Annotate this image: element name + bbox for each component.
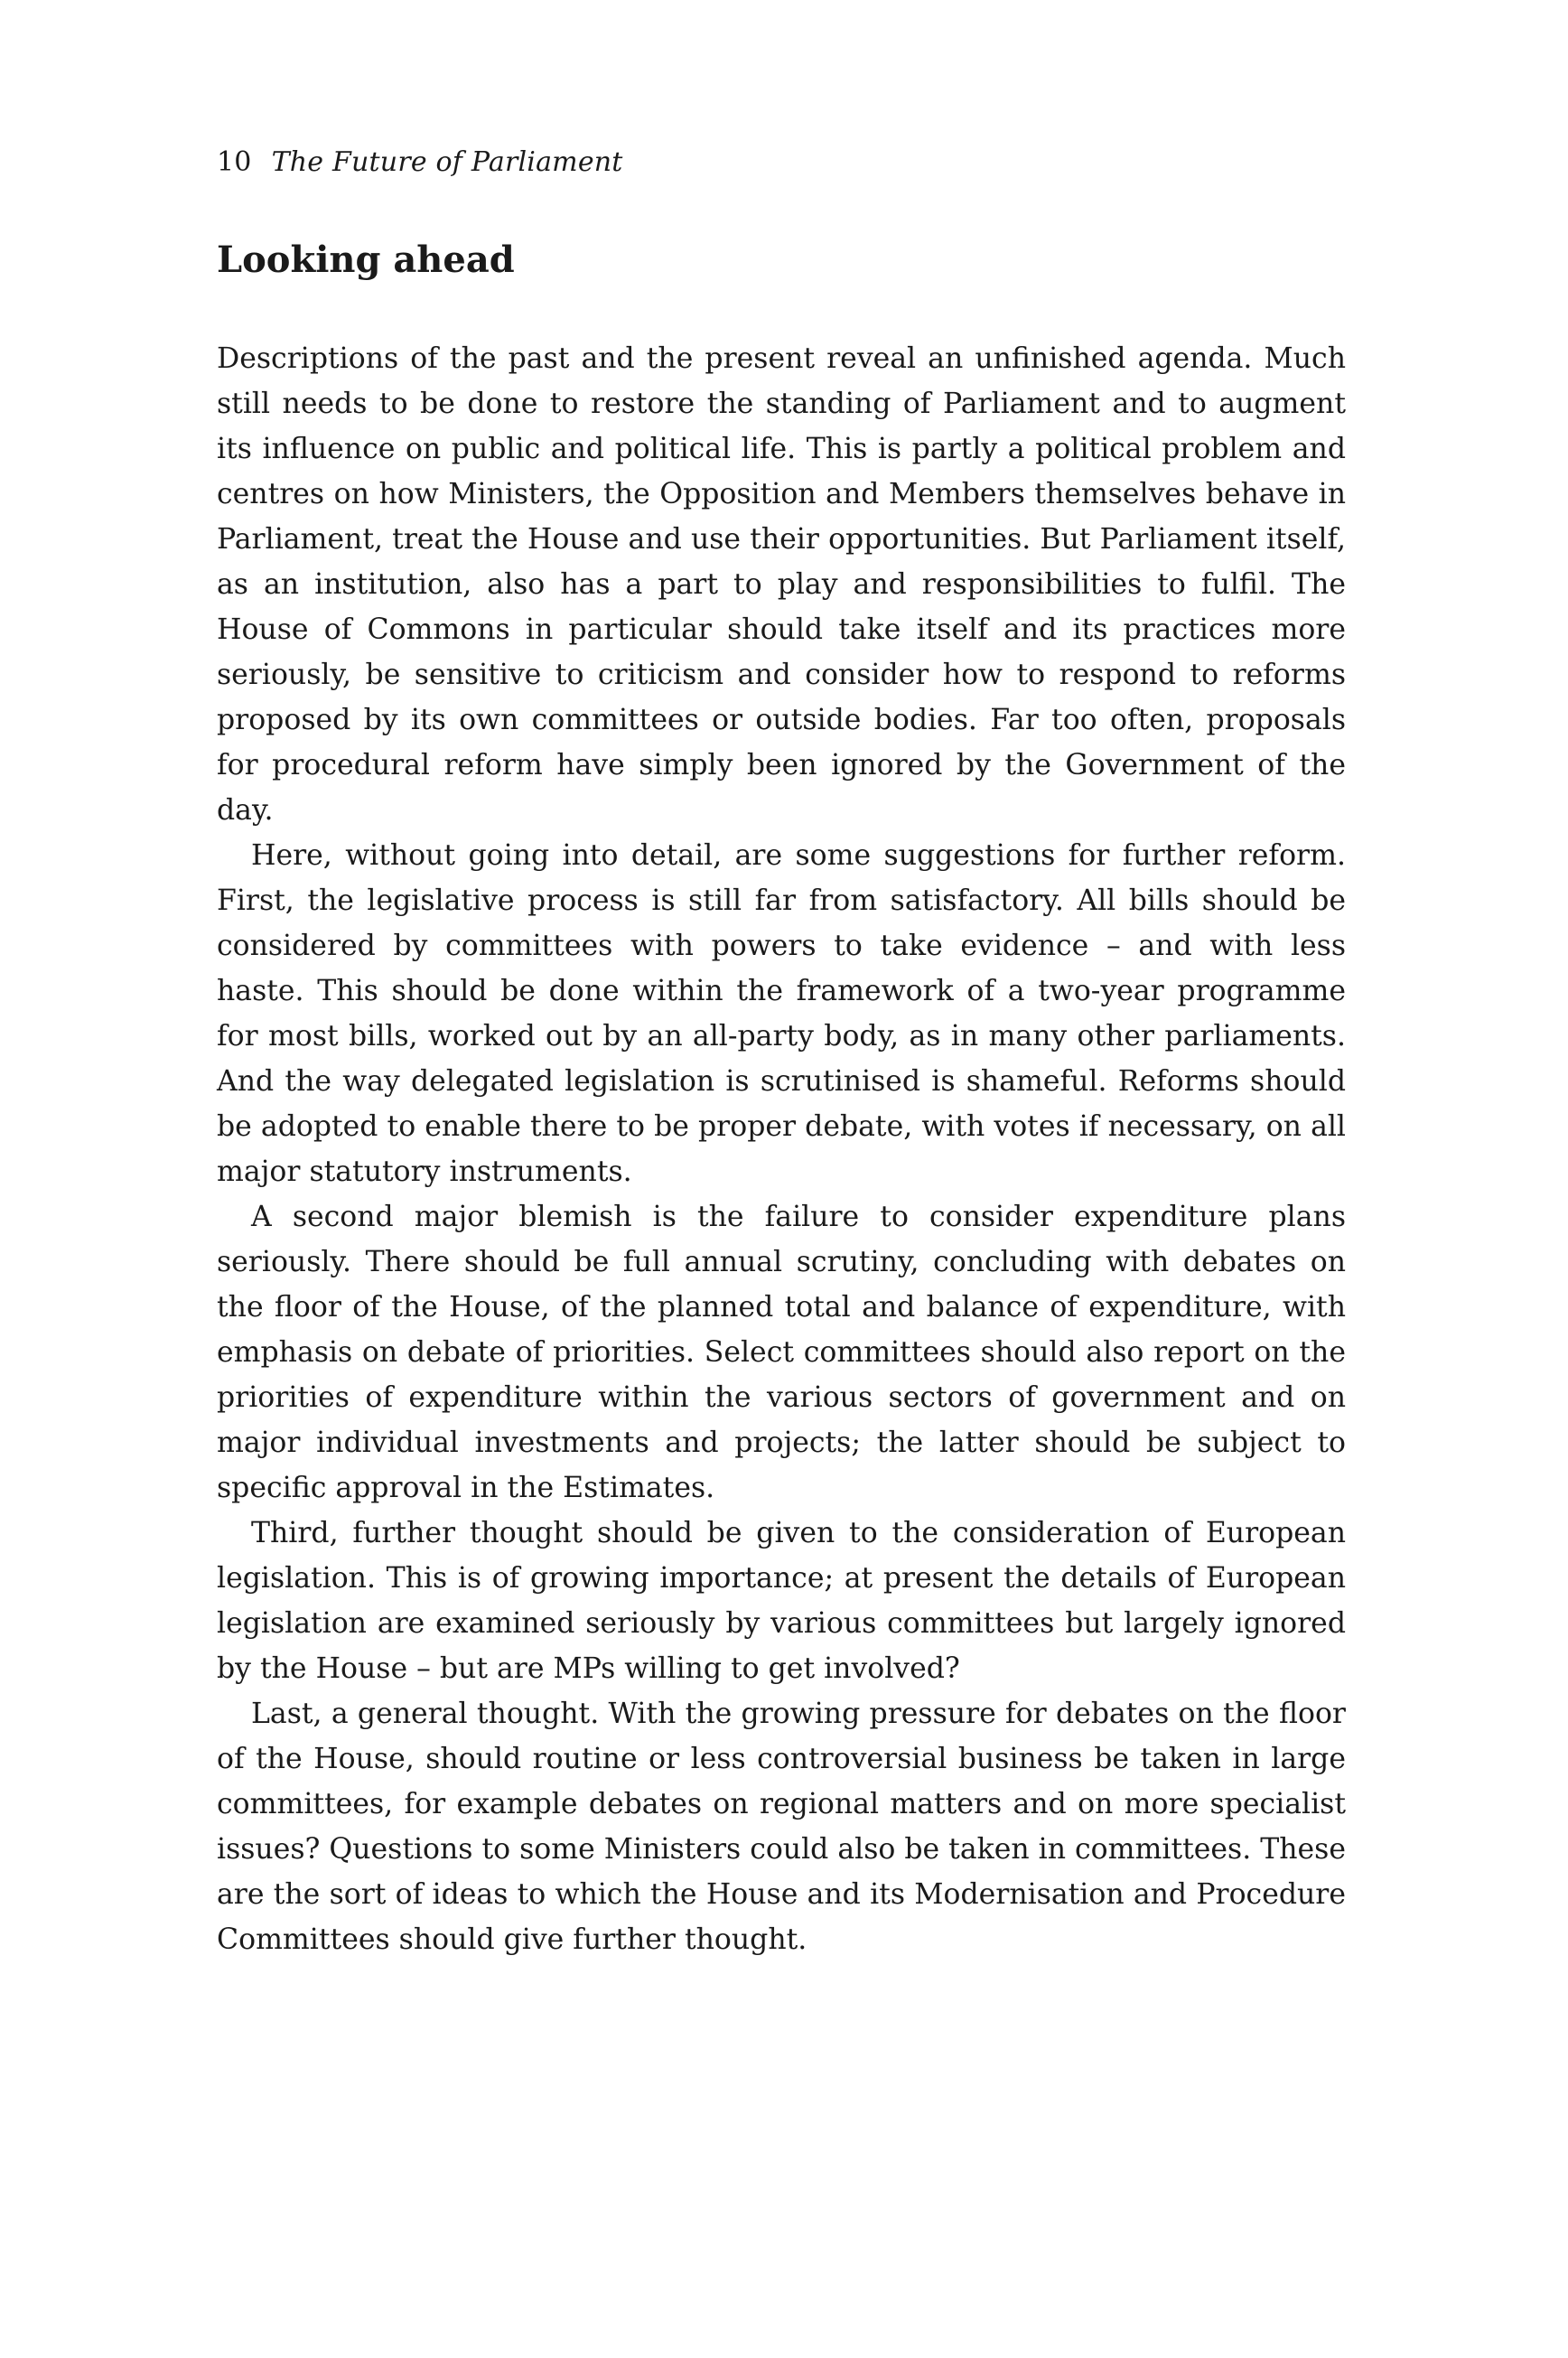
book-page — [217, 145, 1346, 1962]
paragraph-general-thought: Last, a general thought. With the growing pressure for debates on the floor of the House, should routine or less controversial business be taken in large committees, for example debates on regional matters and on more specialist issues? Questions to some Ministers could also be taken in committees. These are the sort of ideas to which the House and its Modernisation and Procedure Committees should give further thought. — [217, 1698, 1346, 1956]
book-title: The Future of Parliament — [271, 146, 623, 178]
body-text — [217, 336, 1346, 1962]
paragraph-european-legislation: Third, further thought should be given to the consideration of European legislation. This is of growing importance; at present the details of European legislation are examined seriously by various committees but largely ignored by the House – but are MPs willing to get involved? — [217, 1517, 1346, 1685]
paragraph-expenditure: A second major blemish is the failure to consider expenditure plans seriously. There should be full annual scrutiny, concluding with debates on the floor of the House, of the planned total and balance of expenditure, with emphasis on debate of priorities. Select committees should also report on the priorities of expenditure within the various sectors of government and on major individual investments and projects; the latter should be subject to specific approval in the Estimates. — [217, 1201, 1346, 1504]
page-number: 10 — [217, 146, 252, 178]
running-head — [217, 145, 1346, 181]
paragraph-legislative-reform: Here, without going into detail, are some suggestions for further reform. First, the legislative process is still far from satisfactory. All bills should be considered by committees with powers to take evidence – and with less haste. This should be done within the framework of a two-year programme for most bills, worked out by an all-party body, as in many other parliaments. And the way delegated legislation is scrutinised is shameful. Reforms should be adopted to enable there to be proper debate, with votes if necessary, on all major statutory instruments. — [217, 839, 1346, 1188]
paragraph-intro: Descriptions of the past and the present reveal an unfinished agenda. Much still needs to be done to restore the standing of Parliament and to augment its influence on public and political life. This is partly a political problem and centres on how Ministers, the Opposition and Members themselves behave in Parliament, treat the House and use their opportunities. But Parliament itself, as an institution, also has a part to play and responsibilities to fulfil. The House of Commons in particular should take itself and its practices more seriously, be sensitive to criticism and consider how to respond to reforms proposed by its own committees or outside bodies. Far too often, proposals for procedural reform have simply been ignored by the Government of the day. — [217, 342, 1346, 827]
section-heading: Looking ahead — [217, 239, 515, 281]
